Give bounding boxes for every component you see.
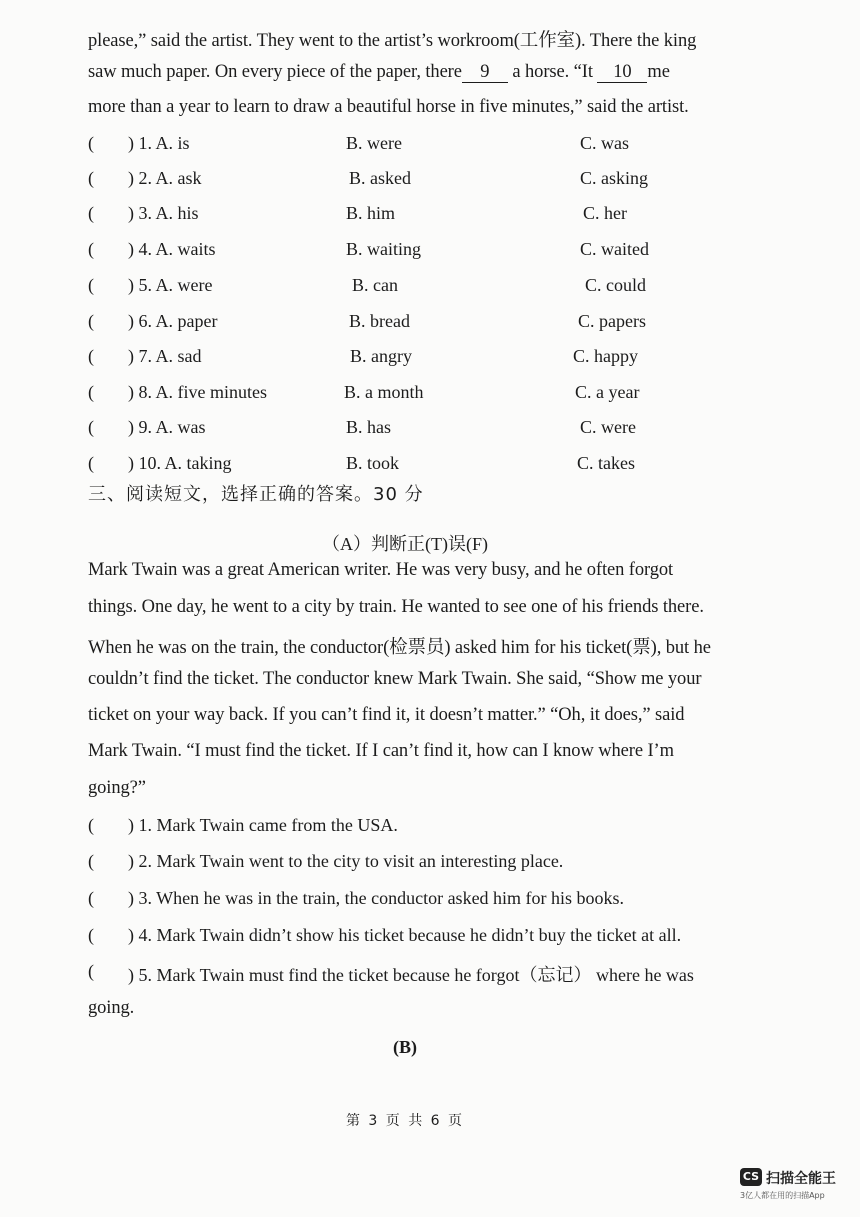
question-text: ) 5. Mark Twain must find the ticket because he forgot（忘记） where he was — [128, 965, 694, 985]
watermark-name: 扫描全能王 — [766, 1171, 836, 1187]
passage-line: things. One day, he went to a city by train. He wanted to see one of his friends there. — [88, 597, 704, 617]
passage-text: me — [647, 62, 670, 82]
cloze-question — [88, 382, 788, 406]
passage-line: more than a year to learn to draw a beautiful horse in five minutes,” said the artist. — [88, 97, 689, 117]
option-b: B. has — [346, 417, 391, 437]
option-c: C. takes — [577, 453, 635, 473]
answer-paren: ( — [88, 239, 94, 259]
option-b: B. asked — [349, 168, 411, 188]
blank-9: 9 — [462, 62, 508, 83]
passage-text: saw much paper. On every piece of the paper, there — [88, 62, 462, 82]
option-c: C. was — [580, 133, 629, 153]
option-a: ) 9. A. was — [128, 417, 206, 437]
answer-paren: ( — [88, 168, 94, 188]
page-footer: 第 3 页 共 6 页 — [345, 1113, 465, 1129]
cloze-question — [88, 346, 788, 370]
watermark-subtitle: 3亿人都在用的扫描App — [740, 1191, 825, 1200]
camscanner-logo-icon: CS — [740, 1168, 762, 1186]
option-b: B. took — [346, 453, 400, 473]
question-text-continued: going. — [88, 998, 135, 1018]
answer-paren: ( — [88, 417, 94, 437]
option-c: C. waited — [580, 239, 649, 259]
option-c: C. her — [583, 203, 627, 223]
scanner-watermark — [740, 1168, 850, 1208]
passage-line: When he was on the train, the conductor(检票员) asked him for his ticket(票), but he — [88, 638, 711, 658]
option-a: ) 10. A. taking — [128, 453, 232, 473]
option-b: B. were — [346, 133, 402, 153]
option-b: B. him — [346, 203, 396, 223]
option-b: B. waiting — [346, 239, 421, 259]
option-a: ) 5. A. were — [128, 275, 213, 295]
answer-paren: ( — [88, 133, 94, 153]
question-text: ) 2. Mark Twain went to the city to visit an interesting place. — [128, 851, 564, 871]
answer-paren: ( — [88, 888, 94, 908]
blank-10: 10 — [597, 62, 647, 83]
answer-paren: ( — [88, 961, 94, 981]
passage-line: ticket on your way back. If you can’t find it, it doesn’t matter.” “Oh, it does,” said — [88, 705, 685, 725]
option-b: B. angry — [350, 346, 412, 366]
cloze-question — [88, 417, 788, 441]
cloze-question — [88, 133, 788, 157]
question-text: ) 4. Mark Twain didn’t show his ticket because he didn’t buy the ticket at all. — [128, 925, 682, 945]
part-a-title: （A）判断正(T)误(F) — [322, 534, 488, 554]
passage-line: going?” — [88, 778, 146, 798]
passage-line: couldn’t find the ticket. The conductor knew Mark Twain. She said, “Show me your — [88, 669, 702, 689]
question-text: ) 3. When he was in the train, the conductor asked him for his books. — [128, 888, 625, 908]
option-b: B. bread — [349, 311, 410, 331]
answer-paren: ( — [88, 346, 94, 366]
question-text: ) 1. Mark Twain came from the USA. — [128, 815, 398, 835]
option-a: ) 6. A. paper — [128, 311, 218, 331]
option-a: ) 2. A. ask — [128, 168, 202, 188]
option-c: C. happy — [573, 346, 638, 366]
option-c: C. a year — [575, 382, 640, 402]
answer-paren: ( — [88, 311, 94, 331]
option-c: C. asking — [580, 168, 649, 188]
answer-paren: ( — [88, 815, 94, 835]
passage-line: please,” said the artist. They went to the artist’s workroom(工作室). There the king — [88, 31, 697, 51]
option-a: ) 4. A. waits — [128, 239, 216, 259]
part-b-title: (B) — [393, 1037, 417, 1057]
option-b: B. a month — [344, 382, 424, 402]
answer-paren: ( — [88, 275, 94, 295]
option-b: B. can — [352, 275, 398, 295]
passage-text: a horse. “It — [512, 62, 593, 82]
option-a: ) 7. A. sad — [128, 346, 202, 366]
answer-paren: ( — [88, 851, 94, 871]
answer-paren: ( — [88, 925, 94, 945]
passage-line: Mark Twain was a great American writer. He was very busy, and he often forgot — [88, 560, 674, 580]
option-c: C. were — [580, 417, 636, 437]
cloze-question — [88, 311, 788, 335]
cloze-question — [88, 168, 788, 192]
option-a: ) 8. A. five minutes — [128, 382, 267, 402]
option-a: ) 3. A. his — [128, 203, 199, 223]
section-title: 三、阅读短文，选择正确的答案。30 分 — [88, 484, 424, 505]
passage-line: Mark Twain. “I must find the ticket. If I can’t find it, how can I know where I’m — [88, 741, 674, 761]
cloze-question — [88, 275, 788, 299]
option-c: C. could — [585, 275, 646, 295]
cloze-question — [88, 203, 788, 227]
passage-line-with-blanks — [88, 62, 670, 83]
cloze-question — [88, 453, 788, 477]
answer-paren: ( — [88, 203, 94, 223]
answer-paren: ( — [88, 453, 94, 473]
option-c: C. papers — [578, 311, 646, 331]
option-a: ) 1. A. is — [128, 133, 190, 153]
cloze-question — [88, 239, 788, 263]
answer-paren: ( — [88, 382, 94, 402]
